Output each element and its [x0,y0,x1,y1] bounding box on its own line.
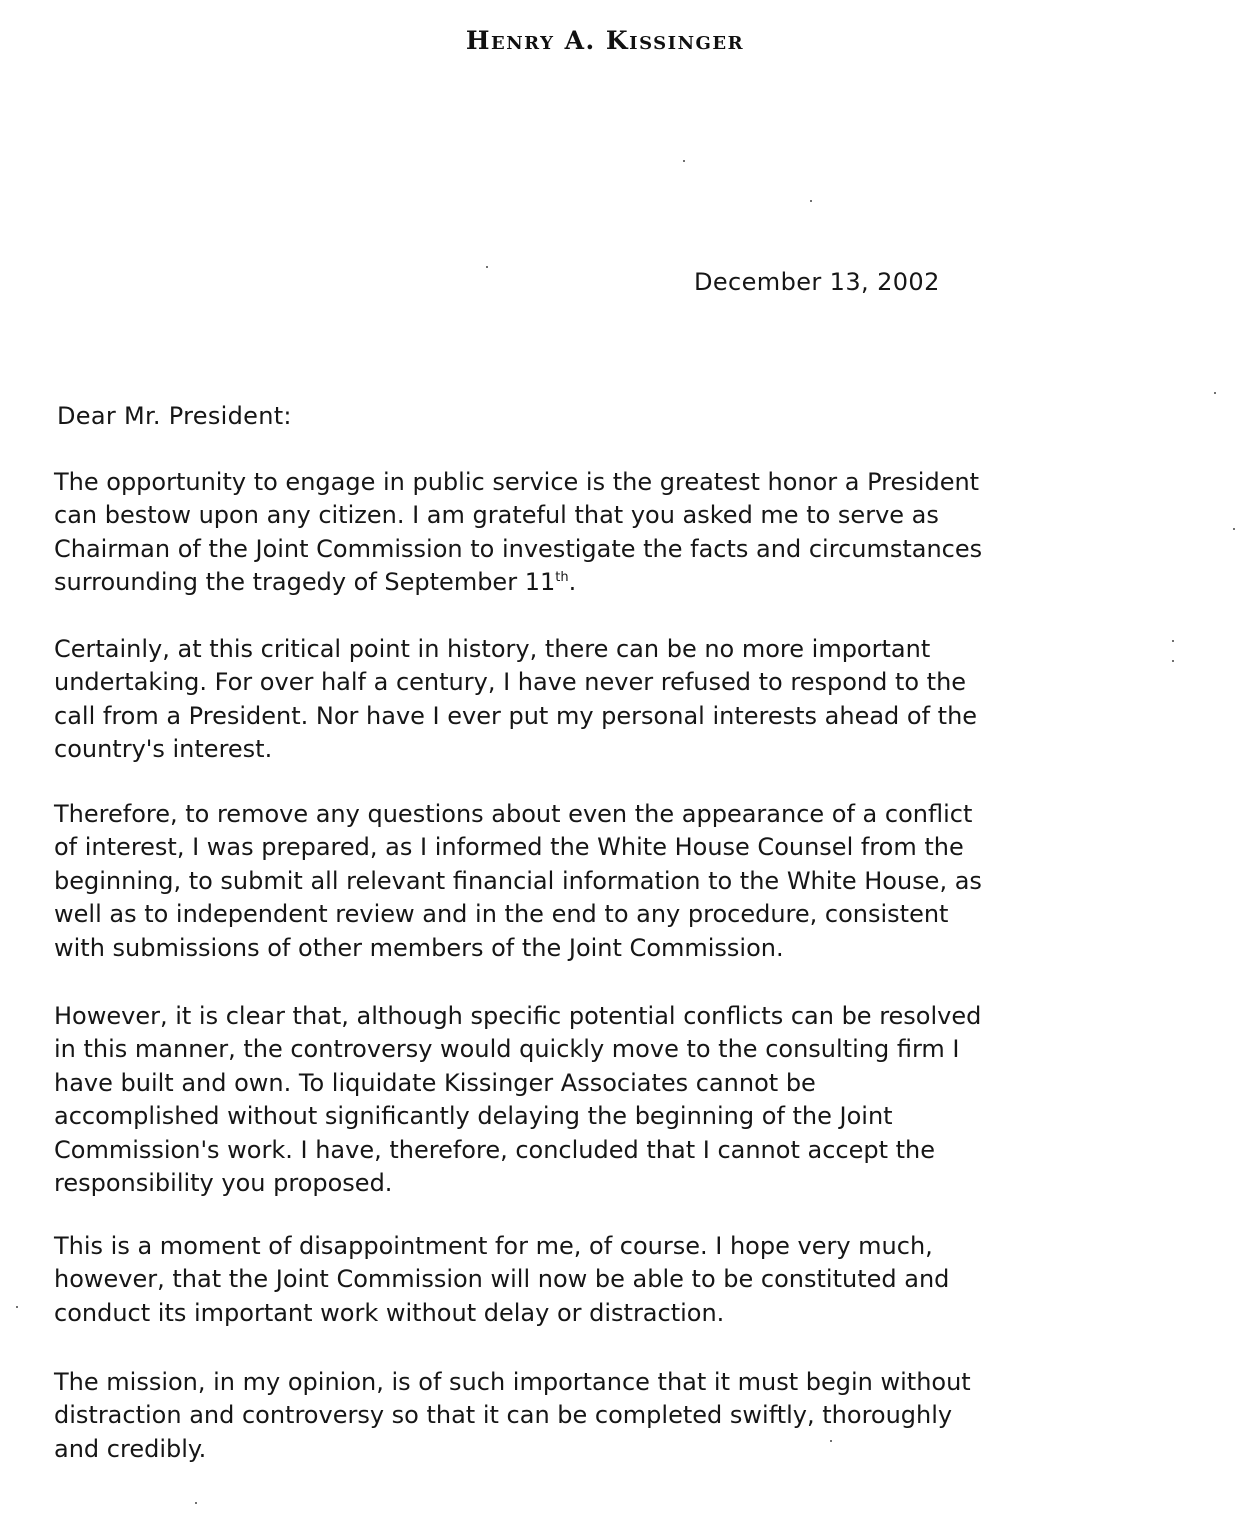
paragraph-line: with submissions of other members of the Joint Commission. [54,933,784,962]
scan-speck [1214,392,1216,394]
paragraph-6 [54,1366,1164,1466]
scan-speck [830,1440,832,1442]
letter-date: December 13, 2002 [694,268,940,296]
salutation: Dear Mr. President: [57,402,292,430]
scan-speck [1172,640,1174,642]
paragraph-line: undertaking. For over half a century, I have never refused to respond to the [54,668,967,697]
paragraph-line: call from a President. Nor have I ever put my personal interests ahead of the [54,701,978,730]
scan-speck [1172,660,1174,662]
paragraph-line: however, that the Joint Commission will now be able to be constituted and [54,1265,950,1294]
paragraph-line: can bestow upon any citizen. I am grateful that you asked me to serve as [54,501,939,530]
paragraph-3 [54,798,1164,965]
paragraph-line: distraction and controversy so that it can be completed swiftly, thoroughly [54,1401,953,1430]
scan-speck [810,200,812,202]
paragraph-line: responsibility you proposed. [54,1169,393,1198]
scan-speck [1233,528,1235,530]
paragraph-line-text: surrounding the tragedy of September 11 [54,568,556,597]
paragraph-line: in this manner, the controversy would quickly move to the consulting firm I [54,1035,960,1064]
paragraph-line: of interest, I was prepared, as I informed the White House Counsel from the [54,833,964,862]
paragraph-line: Commission's work. I have, therefore, concluded that I cannot accept the [54,1135,936,1164]
scan-speck [683,160,685,162]
paragraph-line: The mission, in my opinion, is of such importance that it must begin without [54,1368,971,1396]
paragraph-4 [54,1000,1164,1200]
paragraph-2 [54,633,1164,767]
paragraph-line: have built and own. To liquidate Kissinger Associates cannot be [54,1068,816,1097]
ordinal-superscript: th [555,570,569,586]
paragraph-5 [54,1230,1164,1330]
paragraph-line: Chairman of the Joint Commission to investigate the facts and circumstances [54,534,983,563]
paragraph-line: well as to independent review and in the end to any procedure, consistent [54,900,949,929]
paragraph-line: accomplished without significantly delaying the beginning of the Joint [54,1102,893,1131]
paragraph-line: This is a moment of disappointment for me, of course. I hope very much, [54,1232,933,1260]
paragraph-1 [54,466,1164,600]
paragraph-line: Therefore, to remove any questions about even the appearance of a conflict [54,800,973,828]
scan-speck [195,1502,197,1504]
paragraph-line: Certainly, at this critical point in history, there can be no more important [54,635,931,663]
paragraph-line: and credibly. [54,1434,207,1463]
paragraph-line: The opportunity to engage in public service is the greatest honor a President [54,468,980,496]
paragraph-line: However, it is clear that, although specific potential conflicts can be resolved [54,1002,982,1030]
scan-speck [486,266,488,268]
letterhead-name: Henry A. Kissinger [465,26,745,55]
sentence-end: . [568,568,577,597]
paragraph-line-last [54,566,1164,599]
paragraph-line: beginning, to submit all relevant financial information to the White House, as [54,866,982,895]
scan-speck [16,1306,18,1308]
paragraph-line: conduct its important work without delay or distraction. [54,1298,725,1327]
paragraph-line: country's interest. [54,735,273,764]
